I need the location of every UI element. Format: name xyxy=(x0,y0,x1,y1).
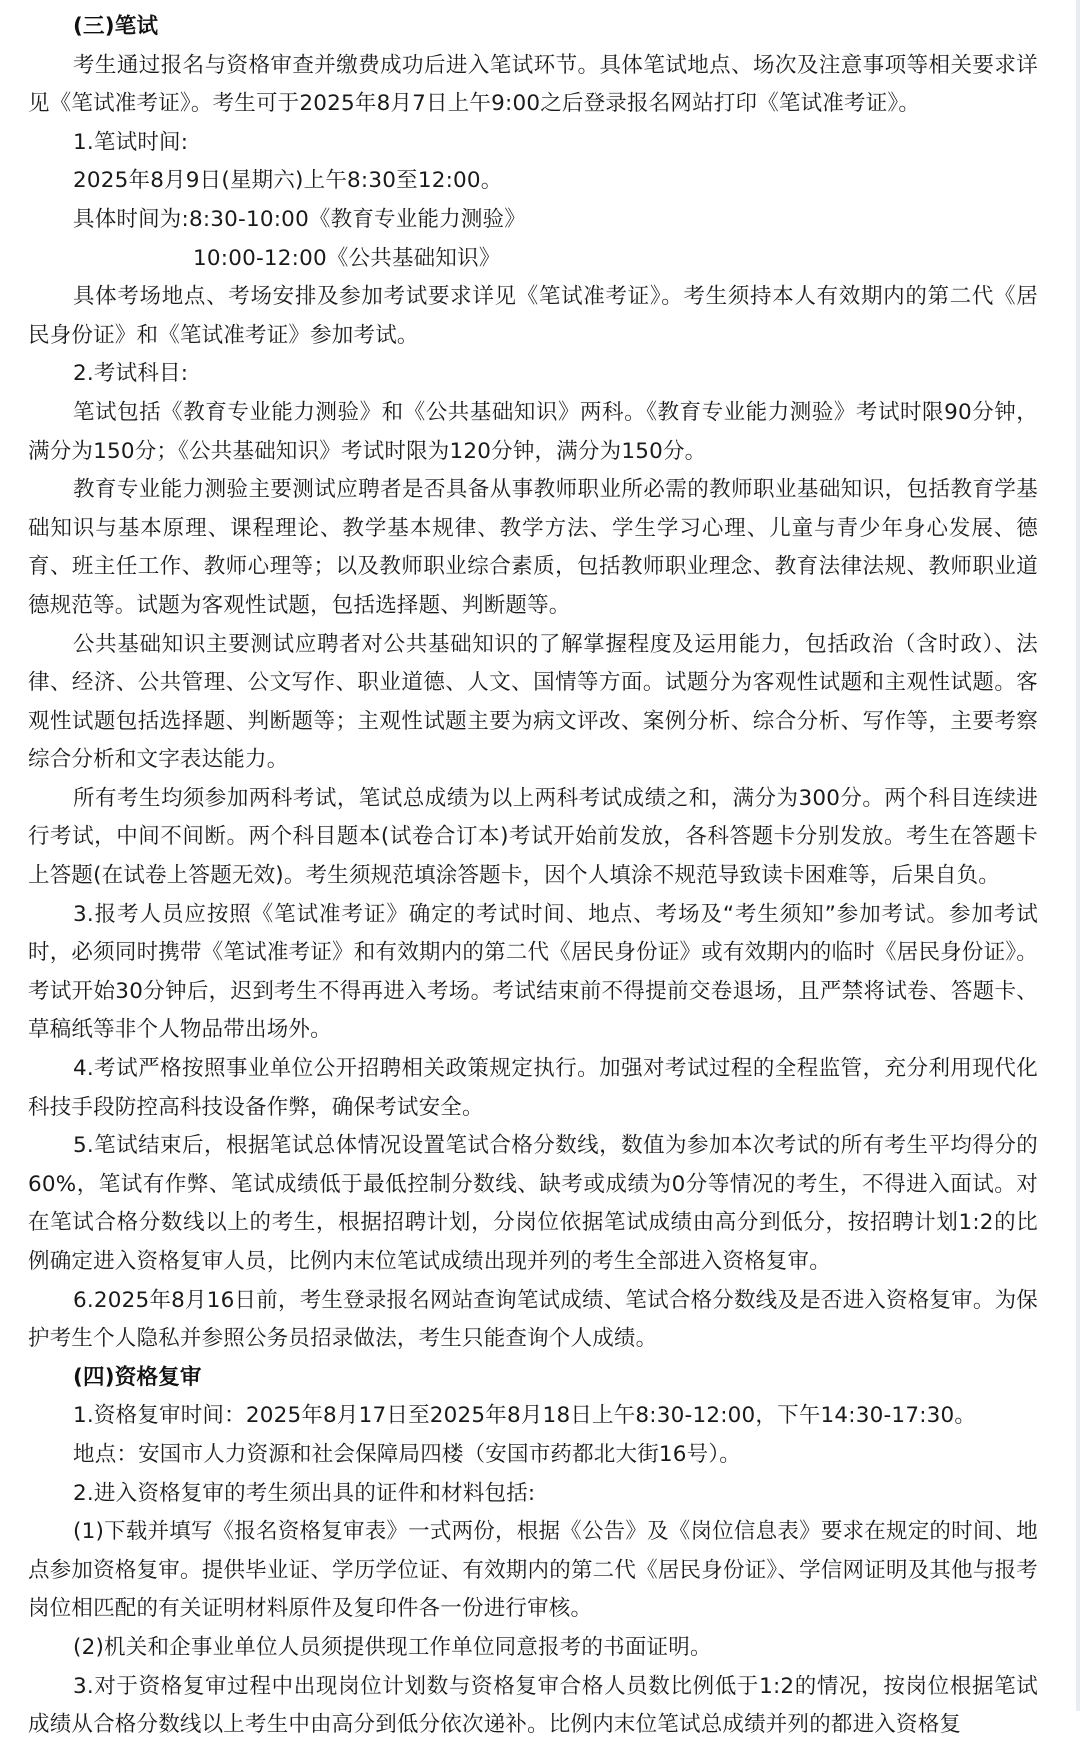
paragraph: 具体考场地点、考场安排及参加考试要求详见《笔试准考证》。考生须持本人有效期内的第二代《居民身份证》和《笔试准考证》参加考试。 xyxy=(28,284,1038,348)
paragraph: (2)机关和企事业单位人员须提供现工作单位同意报考的书面证明。 xyxy=(73,1634,712,1660)
paragraph: 2.考试科目: xyxy=(73,361,189,387)
paragraph: 6.2025年8月16日前，考生登录报名网站查询笔试成绩、笔试合格分数线及是否进入资格复审。为保护考生个人隐私并参照公务员招录做法，考生只能查询个人成绩。 xyxy=(28,1287,1038,1352)
right-edge-shadow xyxy=(1076,0,1080,1711)
paragraph: 3.报考人员应按照《笔试准考证》确定的考试时间、地点、考场及“考生须知”参加考试。参加考试时，必须同时携带《笔试准考证》和有效期内的第二代《居民身份证》或有效期内的临时《居民身份证》。考试开始30分钟后，迟到考生不得再进入考场。考试结束前不得提前交卷退场，且严禁将试卷、答题卡、草稿纸等非个人物品带出场外。 xyxy=(28,901,1038,1043)
paragraph: 1.资格复审时间：2025年8月17日至2025年8月18日上午8:30-12:00，下午14:30-17:30。 xyxy=(73,1403,977,1429)
paragraph: 具体时间为:8:30-10:00《教育专业能力测验》 xyxy=(73,206,526,232)
paragraph: 4.考试严格按照事业单位公开招聘相关政策规定执行。加强对考试过程的全程监管，充分利用现代化科技手段防控高科技设备作弊，确保考试安全。 xyxy=(28,1056,1038,1120)
paragraph: 地点：安国市人力资源和社会保障局四楼（安国市药都北大街16号）。 xyxy=(73,1441,742,1467)
paragraph: 所有考生均须参加两科考试，笔试总成绩为以上两科考试成绩之和，满分为300分。两个科目连续进行考试，中间不间断。两个科目题本(试卷合订本)考试开始前发放，各科答题卡分别发放。考生在答题卡上答题(在试卷上答题无效)。考生须规范填涂答题卡，因个人填涂不规范导致读卡困难等，后果自负。 xyxy=(28,785,1038,889)
paragraph: 公共基础知识主要测试应聘者对公共基础知识的了解掌握程度及运用能力，包括政治（含时政）、法律、经济、公共管理、公文写作、职业道德、人文、国情等方面。试题分为客观性试题和主观性试题。客观性试题包括选择题、判断题等；主观性试题主要为病文评改、案例分析、综合分析、写作等，主要考察综合分析和文字表达能力。 xyxy=(28,631,1038,773)
section-heading: (四)资格复审 xyxy=(73,1364,202,1390)
paragraph: 教育专业能力测验主要测试应聘者是否具备从事教师职业所必需的教师职业基础知识，包括教育学基础知识与基本原理、课程理论、教学基本规律、教学方法、学生学习心理、儿童与青少年身心发展、德育、班主任工作、教师心理等；以及教师职业综合素质，包括教师职业理念、教育法律法规、教师职业道德规范等。试题为客观性试题，包括选择题、判断题等。 xyxy=(28,477,1038,618)
paragraph: (1)下载并填写《报名资格复审表》一式两份，根据《公告》及《岗位信息表》要求在规定的时间、地点参加资格复审。提供毕业证、学历学位证、有效期内的第二代《居民身份证》、学信网证明及其他与报考岗位相匹配的有关证明材料原件及复印件各一份进行审核。 xyxy=(28,1519,1038,1622)
paragraph: 考生通过报名与资格审查并缴费成功后进入笔试环节。具体笔试地点、场次及注意事项等相关要求详见《笔试准考证》。考生可于2025年8月7日上午9:00之后登录报名网站打印《笔试准考证》。 xyxy=(28,52,1038,117)
paragraph: 1.笔试时间: xyxy=(73,129,189,155)
paragraph: 3.对于资格复审过程中出现岗位计划数与资格复审合格人员数比例低于1:2的情况，按岗位根据笔试成绩从合格分数线以上考生中由高分到低分依次递补。比例内末位笔试总成绩并列的都进入资格复 xyxy=(28,1673,1038,1738)
document-body xyxy=(28,8,1038,1745)
paragraph: 5.笔试结束后，根据笔试总体情况设置笔试合格分数线，数值为参加本次考试的所有考生平均得分的60%，笔试有作弊、笔试成绩低于最低控制分数线、缺考或成绩为0分等情况的考生，不得进入面试。对在笔试合格分数线以上的考生，根据招聘计划，分岗位依据笔试成绩由高分到低分，按招聘计划1:2的比例确定进入资格复审人员，比例内末位笔试成绩出现并列的考生全部进入资格复审。 xyxy=(28,1133,1038,1274)
paragraph: 2.进入资格复审的考生须出具的证件和材料包括: xyxy=(73,1480,536,1506)
paragraph: 2025年8月9日(星期六)上午8:30至12:00。 xyxy=(73,168,503,194)
paragraph: 笔试包括《教育专业能力测验》和《公共基础知识》两科。《教育专业能力测验》考试时限90分钟，满分为150分；《公共基础知识》考试时限为120分钟，满分为150分。 xyxy=(28,399,1038,464)
section-heading: (三)笔试 xyxy=(73,14,159,39)
paragraph: 10:00-12:00《公共基础知识》 xyxy=(193,245,501,271)
